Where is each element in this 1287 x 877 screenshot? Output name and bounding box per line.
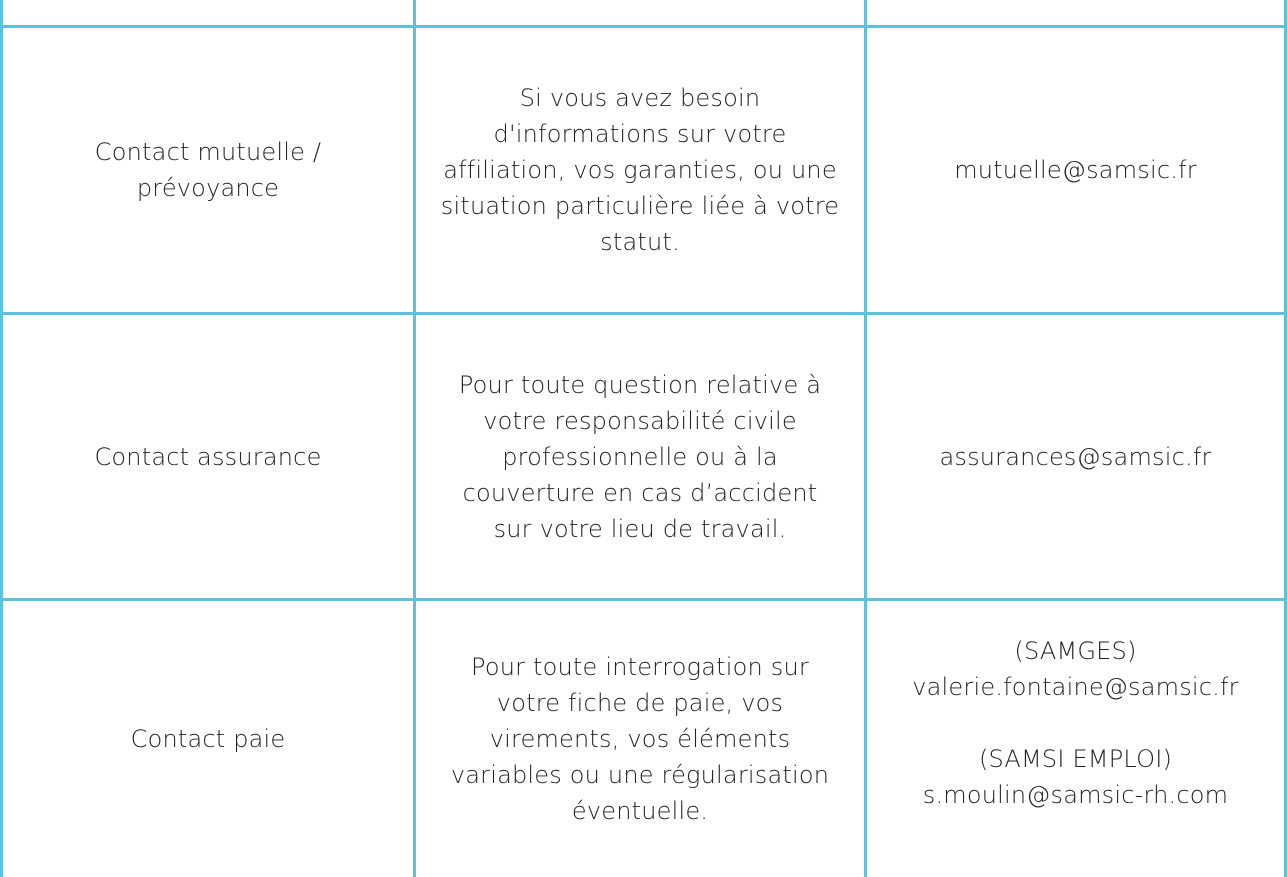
contact-email[interactable]: assurances@samsic.fr xyxy=(939,442,1212,471)
contact-label: Contact mutuelle / prévoyance xyxy=(94,138,322,202)
table-row-assurance-description xyxy=(416,315,864,598)
table-row-mutuelle-contact xyxy=(867,28,1284,312)
contact-label: Contact assurance xyxy=(94,442,322,471)
table-row-mutuelle-description xyxy=(416,28,864,312)
contact-description: Pour toute interrogation sur votre fiche de paie, vos virements, vos éléments variables ou une régularisation éventuelle. xyxy=(450,653,830,825)
contact-label: Contact paie xyxy=(130,725,286,753)
contact-description: Si vous avez besoin d'informations sur votre affiliation, vos garanties, ou une situation particulière liée à votre statut. xyxy=(440,84,840,256)
contact-entity: (SAMGES) xyxy=(1014,637,1137,665)
table-row-paie-description xyxy=(416,601,864,877)
table-row-mutuelle-label xyxy=(3,28,413,312)
table-row-paie-contact xyxy=(867,601,1284,877)
table-row-assurance-label xyxy=(3,315,413,598)
contact-email[interactable]: mutuelle@samsic.fr xyxy=(954,156,1197,184)
table-row-paie-label xyxy=(3,601,413,877)
table-row-assurance-contact xyxy=(867,315,1284,598)
contact-entity: (SAMSI EMPLOI) xyxy=(978,745,1173,773)
contact-email[interactable]: valerie.fontaine@samsic.fr xyxy=(912,673,1239,701)
contact-email[interactable]: s.moulin@samsic-rh.com xyxy=(922,781,1229,809)
contact-list xyxy=(912,633,1238,813)
contact-description: Pour toute question relative à votre responsabilité civile professionnelle ou à la couverture en cas d’accident sur votre lieu de travail. xyxy=(458,370,822,543)
spacer xyxy=(912,705,1238,741)
